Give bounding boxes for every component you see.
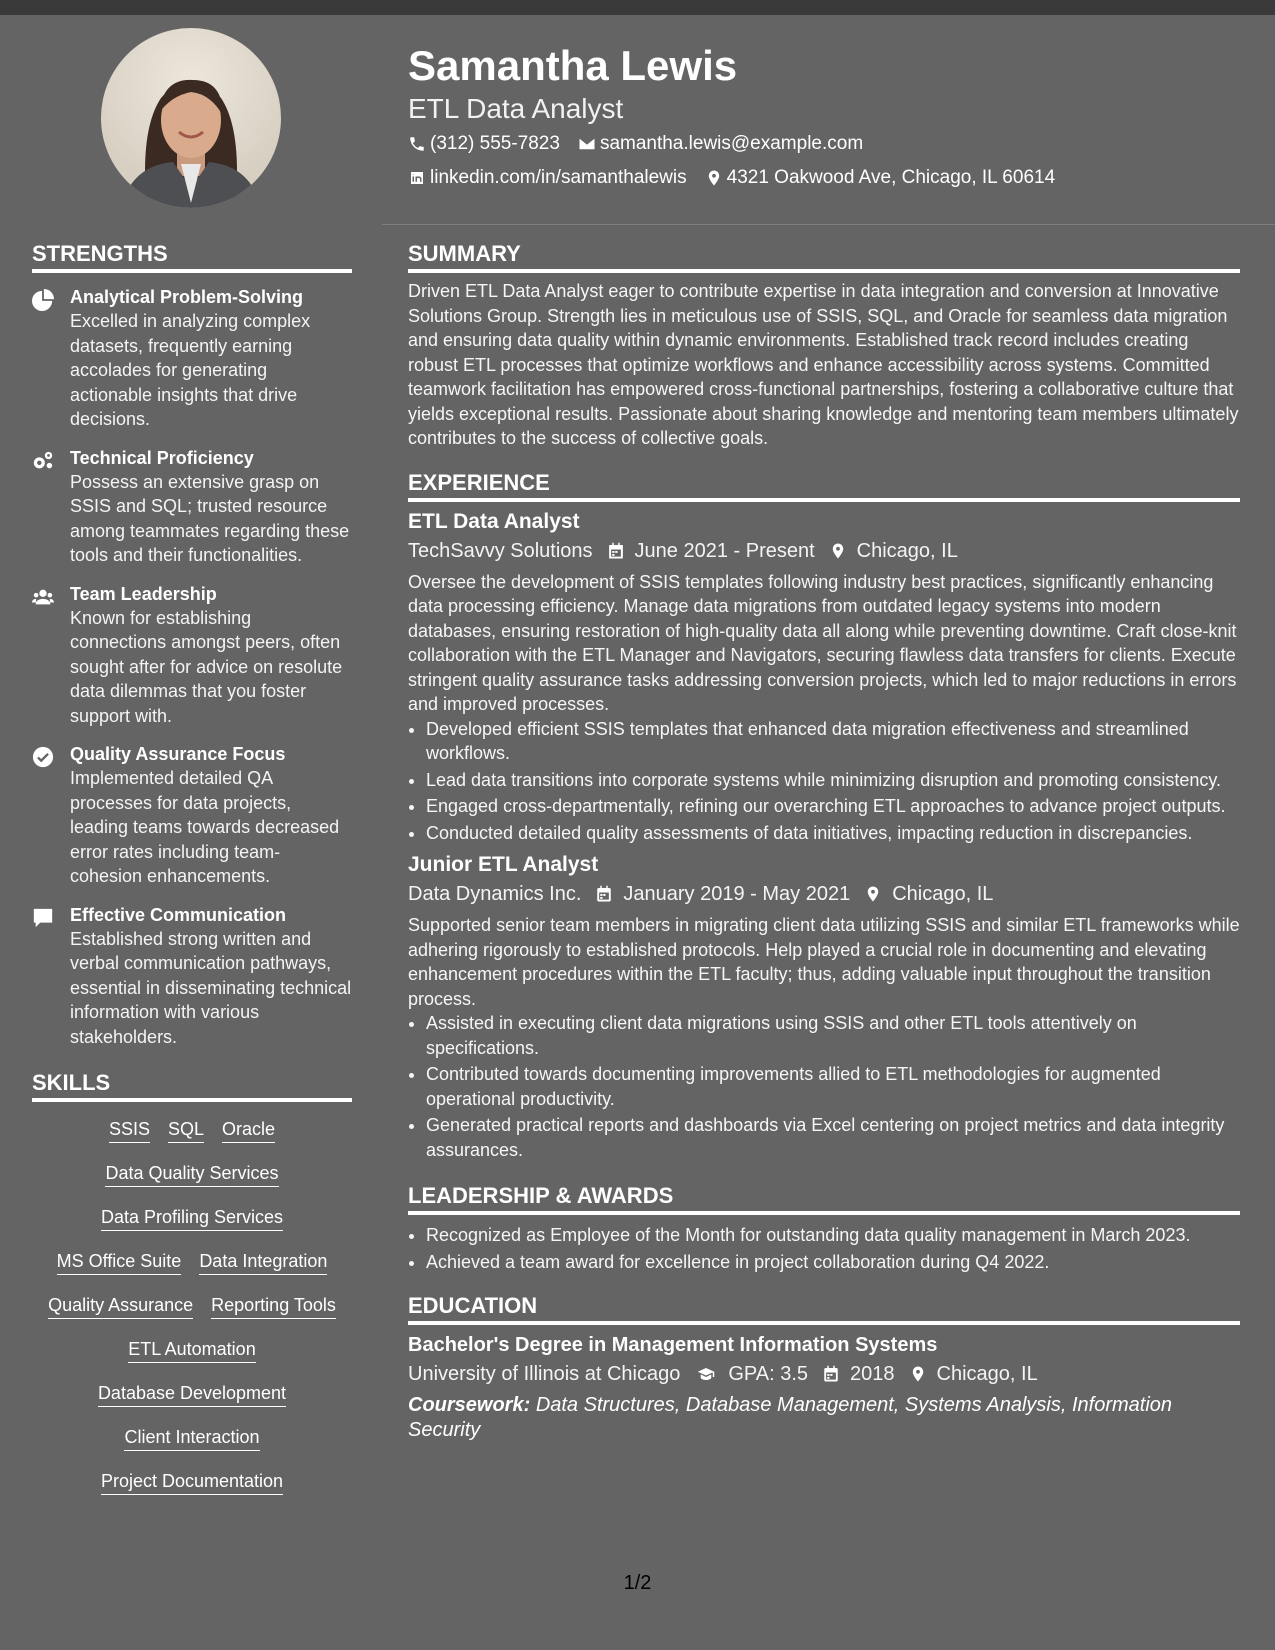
strength-item (32, 903, 352, 1050)
header-divider (382, 224, 1275, 225)
resume-header (408, 40, 1238, 194)
users-icon (32, 586, 54, 608)
strength-item (32, 285, 352, 432)
summary-heading: SUMMARY (408, 240, 1240, 273)
job-location-group (829, 536, 958, 566)
contact-row-2 (408, 162, 1238, 194)
skill-tag: Data Quality Services (105, 1162, 278, 1187)
skill-row (32, 1470, 352, 1495)
address-contact (705, 162, 1056, 194)
edu-coursework (408, 1393, 1240, 1443)
strength-description: Implemented detailed QA processes for data projects, leading teams towards decreased error rates including team-cohesion enhancements. (70, 768, 340, 886)
skill-row (32, 1250, 352, 1275)
skill-tag: MS Office Suite (57, 1250, 182, 1275)
job-description: Oversee the development of SSIS templates following industry best practices, significantly enhancing data processing efficiency. Manage data migrations from outdated legacy systems into modern databases, ensuring restoration of high-quality data all along while preventing downtime. Craft close-knit collaboration with the ETL Manager and Navigators, securing flawless data transfers for clients. Execute stringent quality assurance tasks addressing conversion projects, which led to major reductions in errors and improved processes. (408, 571, 1237, 714)
right-column (408, 240, 1240, 1461)
edu-year: 2018 (850, 1363, 895, 1385)
job-meta (408, 879, 1240, 909)
list-item: • Engaged cross-departmentally, refining our overarching ETL approaches to advance project outputs. (426, 794, 1240, 819)
profile-photo (101, 28, 281, 208)
skill-tag: ETL Automation (128, 1338, 255, 1363)
strength-title: Team Leadership (70, 583, 217, 604)
education-section (408, 1292, 1240, 1443)
strength-description: Known for establishing connections amongst peers, often sought after for advice on resolute data dilemmas that you foster support with. (70, 607, 343, 726)
candidate-title: ETL Data Analyst (408, 93, 624, 124)
map-marker-icon (909, 1365, 927, 1383)
graduation-cap-icon (694, 1365, 718, 1383)
job-bullets (408, 1011, 1240, 1162)
skill-row (32, 1382, 352, 1407)
linkedin-icon (408, 169, 426, 187)
strength-title: Effective Communication (70, 904, 287, 925)
skill-row (32, 1206, 352, 1231)
skill-tag: Data Profiling Services (101, 1206, 283, 1231)
skill-row (32, 1118, 352, 1143)
strength-description: Possess an extensive grasp on SSIS and SQL; trusted resource among teammates regarding these tools and their functionalities. (70, 471, 350, 565)
list-item: • Lead data transitions into corporate systems while minimizing disruption and promoting consistency. (426, 768, 1240, 793)
list-item: • Recognized as Employee of the Month for outstanding data quality management in March 2023. (426, 1223, 1240, 1248)
skill-tag: SSIS (109, 1118, 150, 1143)
calendar-icon (595, 885, 613, 903)
skill-tag: Quality Assurance (48, 1294, 193, 1319)
job-description: Supported senior team members in migrating client data utilizing SSIS and similar ETL frameworks while adhering rigorously to established protocols. Help played a crucial role in documenting and elevating enhancement procedures within the ETL faculty; thus, adding valuable input throughout the transition process. (408, 915, 1240, 1009)
edu-location: Chicago, IL (936, 1363, 1038, 1385)
pie-chart-icon (32, 289, 54, 311)
job-location-group (864, 879, 993, 909)
job-entry (408, 508, 1240, 846)
job-dates: January 2019 - May 2021 (623, 883, 851, 905)
skill-row (32, 1294, 352, 1319)
list-item: • Conducted detailed quality assessments of data initiatives, impacting reduction in discrepancies. (426, 821, 1240, 846)
phone-text: (312) 555-7823 (430, 133, 560, 154)
strength-item (32, 446, 352, 568)
job-location: Chicago, IL (856, 539, 958, 562)
edu-gpa-group (694, 1359, 808, 1389)
strength-description: Established strong written and verbal communication pathways, essential in disseminating technical information with various stakeholders. (70, 928, 352, 1047)
page-number: 1/2 (623, 1572, 652, 1594)
comment-icon (32, 907, 54, 929)
job-company: TechSavvy Solutions (408, 539, 593, 562)
skill-tag: Database Development (98, 1382, 286, 1407)
skill-tag: Project Documentation (101, 1470, 283, 1495)
job-dates: June 2021 - Present (634, 539, 815, 562)
experience-heading: EXPERIENCE (408, 469, 1240, 502)
email-text[interactable]: samantha.lewis@example.com (599, 133, 864, 154)
list-item: • Developed efficient SSIS templates that enhanced data migration effectiveness and streamlined workflows. (426, 717, 1240, 766)
skill-tag: Oracle (222, 1118, 275, 1143)
candidate-name: Samantha Lewis (408, 42, 738, 89)
strength-item (32, 582, 352, 729)
calendar-icon (822, 1365, 840, 1383)
summary-text: Driven ETL Data Analyst eager to contribute expertise in data integration and conversion at Innovative Solutions Group. Strength lies in meticulous use of SSIS, SQL, and Oracle for seamless data migration and ensuring data quality within dynamic environments. Established track record includes creating robust ETL processes that optimize workflows and enhance accessibility across systems. Committed teamwork facilitation has empowered cross-functional partnerships, fostering a collaborative culture that yields exceptional results. Passionate about sharing knowledge and mentoring team members ultimately contributes to the success of collective goals. (408, 281, 1239, 448)
job-location: Chicago, IL (892, 883, 994, 905)
map-marker-icon (829, 542, 847, 560)
awards-heading: LEADERSHIP & AWARDS (408, 1182, 1240, 1215)
skill-tag: Data Integration (199, 1250, 327, 1275)
contact-row-1 (408, 128, 1238, 160)
phone-icon (408, 135, 426, 153)
education-heading: EDUCATION (408, 1292, 1240, 1325)
envelope-icon (578, 135, 596, 153)
map-marker-icon (864, 885, 882, 903)
awards-list (408, 1223, 1240, 1274)
job-entry (408, 851, 1240, 1162)
job-bullets (408, 717, 1240, 846)
job-title: ETL Data Analyst (408, 509, 580, 533)
job-dates-group (595, 879, 850, 909)
skill-tag: Reporting Tools (211, 1294, 336, 1319)
linkedin-contact[interactable] (408, 162, 687, 194)
job-meta (408, 536, 1240, 566)
skills-section (32, 1069, 352, 1495)
left-column (32, 240, 352, 1514)
list-item: • Assisted in executing client data migrations using SSIS and other ETL tools attentively on specifications. (426, 1011, 1240, 1060)
skill-tag: Client Interaction (124, 1426, 259, 1451)
coursework-text: Data Structures, Database Management, Systems Analysis, Information Security (408, 1394, 1173, 1441)
experience-section (408, 469, 1240, 1163)
list-item: • Generated practical reports and dashboards via Excel centering on project metrics and data integrity assurances. (426, 1113, 1240, 1162)
address-text: 4321 Oakwood Ave, Chicago, IL 60614 (726, 167, 1056, 188)
coursework-label: Coursework: (408, 1394, 531, 1416)
strength-title: Analytical Problem-Solving (70, 287, 304, 307)
strengths-heading: STRENGTHS (32, 240, 352, 273)
edu-location-group (909, 1359, 1038, 1389)
skill-tag: SQL (168, 1118, 204, 1143)
job-title: Junior ETL Analyst (408, 853, 599, 876)
edu-gpa: GPA: 3.5 (728, 1363, 809, 1385)
list-item: • Achieved a team award for excellence in project collaboration during Q4 2022. (426, 1250, 1240, 1275)
edu-year-group (822, 1359, 895, 1389)
summary-section (408, 240, 1240, 451)
skill-row (32, 1162, 352, 1187)
linkedin-text[interactable]: linkedin.com/in/samanthalewis (430, 167, 687, 188)
strength-description: Excelled in analyzing complex datasets, frequently earning accolades for generating actionable insights that drive decisions. (70, 311, 311, 429)
awards-section (408, 1182, 1240, 1274)
check-circle-icon (32, 746, 54, 768)
strength-item (32, 742, 352, 889)
gears-icon (32, 450, 54, 472)
strength-title: Quality Assurance Focus (70, 744, 286, 764)
calendar-icon (607, 542, 625, 560)
job-dates-group (607, 536, 815, 566)
skill-row (32, 1426, 352, 1451)
edu-meta (408, 1359, 1240, 1389)
map-marker-icon (705, 169, 723, 187)
strength-title: Technical Proficiency (70, 447, 254, 468)
edu-school: University of Illinois at Chicago (408, 1363, 681, 1385)
list-item: • Contributed towards documenting improvements allied to ETL methodologies for augmented operational productivity. (426, 1062, 1240, 1111)
phone-contact (408, 128, 560, 160)
skill-row (32, 1338, 352, 1363)
page-top-bar (0, 0, 1275, 15)
skills-heading: SKILLS (32, 1069, 352, 1102)
job-company: Data Dynamics Inc. (408, 883, 582, 905)
edu-degree: Bachelor's Degree in Management Information Systems (408, 1334, 938, 1356)
email-contact[interactable] (578, 128, 863, 160)
